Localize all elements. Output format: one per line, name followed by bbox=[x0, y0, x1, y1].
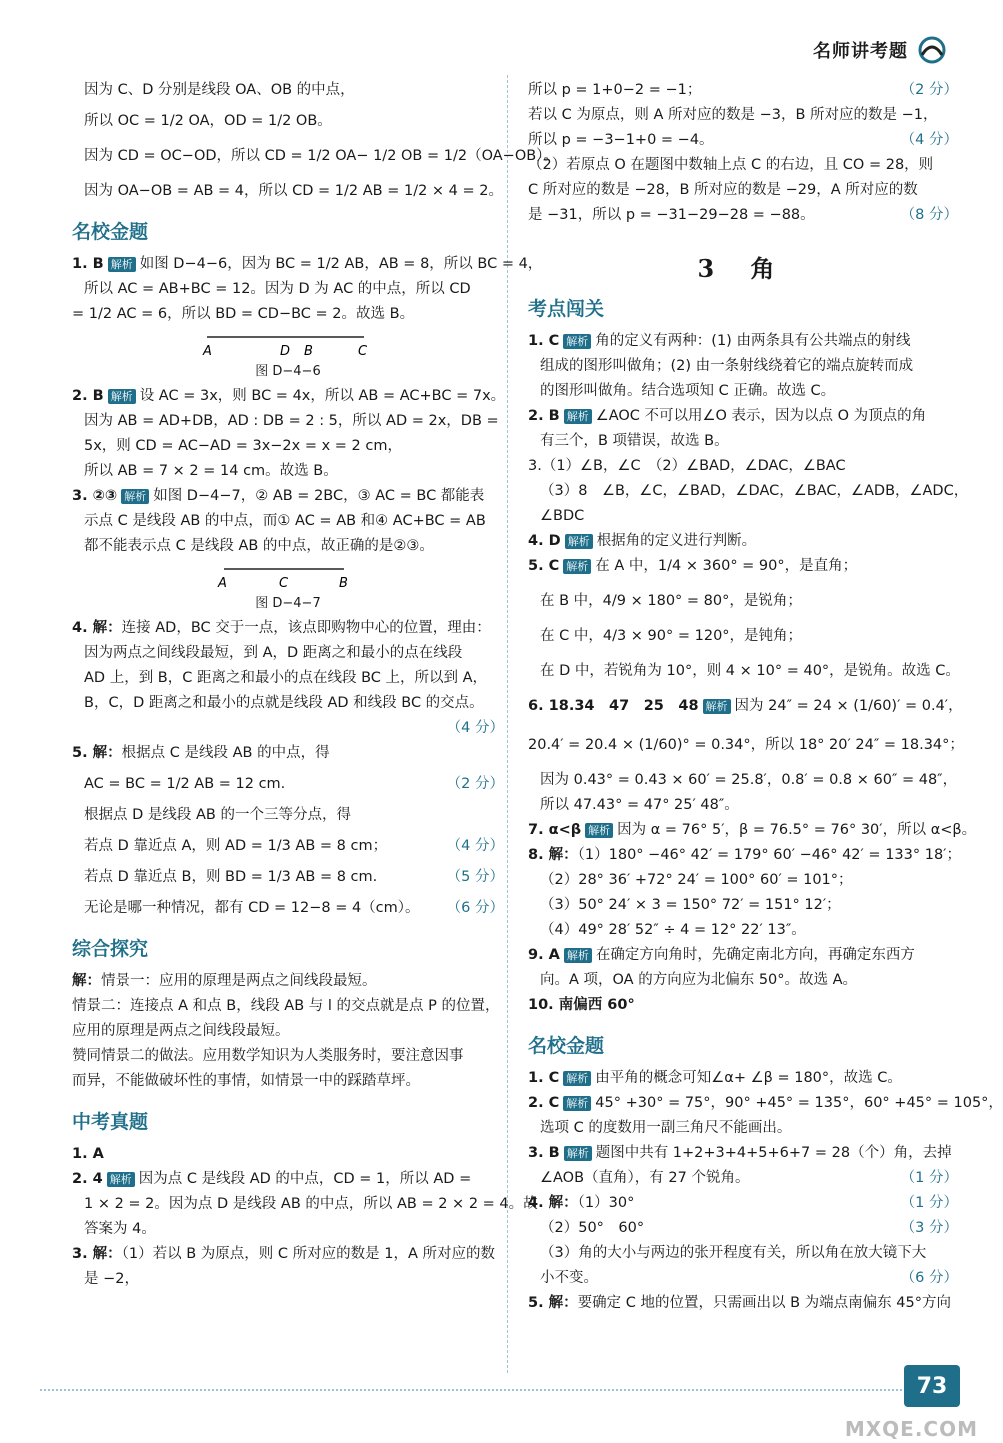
answer-label: 4. 解： bbox=[528, 1195, 578, 1211]
text-line: 因为 AB = AD+DB，AD : DB = 2 : 5，所以 AD = 2x，DB = bbox=[84, 413, 499, 429]
text-line: （1）30° bbox=[577, 1195, 635, 1211]
score-label: （3 分） bbox=[900, 1220, 958, 1236]
page-header bbox=[813, 30, 950, 70]
answer-label: 3. ②③ bbox=[72, 488, 118, 504]
k-q8 bbox=[528, 843, 961, 943]
section-title-zhongkao: 中考真题 bbox=[72, 1111, 149, 1133]
text-line: = 1/2 AC = 6，所以 BD = CD−BC = 2。故选 B。 bbox=[72, 306, 415, 322]
m-q2 bbox=[528, 1091, 1003, 1141]
text-line: 因为 24″ = 24 × (1/60)′ = 0.4′， bbox=[734, 698, 963, 714]
text-line: ∠AOC 不可以用∠O 表示，因为以点 O 为顶点的角 bbox=[595, 408, 927, 424]
answer-label: 解： bbox=[72, 973, 101, 989]
analysis-tag: 解析 bbox=[703, 699, 731, 714]
k-q4 bbox=[528, 529, 958, 554]
text-line: 角的定义有两种：(1) 由两条具有公共端点的射线 bbox=[595, 333, 911, 349]
fig2-label-c: C bbox=[279, 576, 289, 591]
text-line: 20.4′ = 20.4 × (1/60)° = 0.34°，所以 18° 20′ 24″ = 18.34°； bbox=[528, 737, 964, 753]
k-q10 bbox=[528, 993, 958, 1018]
analysis-tag: 解析 bbox=[108, 389, 136, 404]
intro-line: 因为 C、D 分别是线段 OA、OB 的中点， bbox=[84, 82, 355, 98]
score-label: （1 分） bbox=[900, 1195, 958, 1211]
text-line: 向。A 项，OA 的方向应为北偏东 50°。故选 A。 bbox=[540, 972, 858, 988]
fig2-label-a: A bbox=[218, 576, 227, 591]
answer-label: 4. D bbox=[528, 533, 561, 549]
text-line: 如图 D−4−7，② AB = 2BC，③ AC = BC 都能表 bbox=[153, 488, 485, 504]
figure-caption: 图 D−4−6 bbox=[255, 364, 321, 379]
text-line: 有三个，B 项错误，故选 B。 bbox=[540, 433, 729, 449]
zk-q3 bbox=[72, 1242, 504, 1292]
k-q7 bbox=[528, 818, 977, 843]
chapter-title: 3 角 bbox=[697, 254, 789, 283]
answer-label: 1. C bbox=[528, 1070, 560, 1086]
text-line: 若以 C 为原点，则 A 所对应的数是 −3，B 所对应的数是 −1， bbox=[528, 107, 938, 123]
text-line: （2）50° 60° bbox=[540, 1220, 645, 1236]
text-line: ∠BDC bbox=[540, 508, 585, 524]
text-line: 情景一：应用的原理是两点之间线段最短。 bbox=[101, 973, 377, 989]
answer-label: 9. A bbox=[528, 947, 560, 963]
text-line: 组成的图形叫做角；(2) 由一条射线绕着它的端点旋转而成 bbox=[540, 358, 914, 374]
score-label: （1 分） bbox=[900, 1170, 958, 1186]
k-q9 bbox=[528, 943, 958, 993]
k-q3 bbox=[528, 454, 969, 529]
section-title-mingxiao: 名校金题 bbox=[72, 221, 149, 243]
answer-label: 2. B bbox=[72, 388, 104, 404]
answer-label: 6. 18.34 47 25 48 bbox=[528, 698, 699, 714]
fig1-label-c: C bbox=[358, 344, 368, 359]
analysis-tag: 解析 bbox=[563, 559, 591, 574]
text-line: 在 A 中，1/4 × 360° = 90°，是直角； bbox=[595, 558, 858, 574]
answer-label: 1. B bbox=[72, 256, 104, 272]
section-title-zonghe: 综合探究 bbox=[72, 938, 149, 960]
m-q5 bbox=[528, 1291, 958, 1316]
text-line: 示点 C 是线段 AB 的中点，而① AC = AB 和④ AC+BC = AB bbox=[84, 513, 486, 529]
text-line: （1）若以 B 为原点，则 C 所对应的数是 1，A 所对应的数 bbox=[121, 1246, 496, 1262]
score-label: （4 分） bbox=[446, 720, 504, 736]
answer-label: 3. B bbox=[528, 1145, 560, 1161]
answer-label: 3. 解： bbox=[72, 1246, 122, 1262]
text-line: （4）49° 28′ 52″ ÷ 4 = 12° 22′ 13″。 bbox=[540, 922, 806, 938]
text-line: 所以 p = 1+0−2 = −1； bbox=[528, 82, 702, 98]
text-line: 的图形叫做角。结合选项知 C 正确。故选 C。 bbox=[540, 383, 836, 399]
text-line: （2）28° 36′ +72° 24′ = 100° 60′ = 101°； bbox=[540, 872, 853, 888]
text-line: 根据点 C 是线段 AB 的中点，得 bbox=[121, 745, 330, 761]
answer-label: 1. A bbox=[72, 1146, 104, 1162]
text-line: 赞同情景二的做法。应用数学知识为人类服务时，要注意因事 bbox=[72, 1048, 464, 1064]
analysis-tag: 解析 bbox=[563, 334, 591, 349]
figure-d-4-6 bbox=[72, 331, 504, 359]
text-line: 由平角的概念可知∠α+ ∠β = 180°，故选 C。 bbox=[595, 1070, 902, 1086]
text-line: 在 B 中，4/9 × 180° = 80°，是锐角； bbox=[540, 593, 802, 609]
fig1-label-a: A bbox=[203, 344, 212, 359]
watermark: MXQE.COM bbox=[844, 1417, 978, 1441]
text-line: 设 AC = 3x，则 BC = 4x，所以 AB = AC+BC = 7x。 bbox=[139, 388, 506, 404]
answer-label: 1. C bbox=[528, 333, 560, 349]
text-line: 所以 AB = 7 × 2 = 14 cm。故选 B。 bbox=[84, 463, 338, 479]
score-label: （2 分） bbox=[446, 776, 504, 792]
right-column bbox=[528, 78, 1003, 1316]
m-q3 bbox=[528, 1141, 958, 1191]
footer-rule bbox=[40, 1389, 910, 1391]
text-line: 根据角的定义进行判断。 bbox=[596, 533, 757, 549]
k-q2 bbox=[528, 404, 958, 454]
figure-caption: 图 D−4−7 bbox=[255, 596, 321, 611]
text-line: 因为两点之间线段最短，到 A，D 距离之和最小的点在线段 bbox=[84, 645, 463, 661]
k-q6 bbox=[528, 694, 964, 818]
analysis-tag: 解析 bbox=[585, 823, 613, 838]
intro-line: 因为 CD = OC−OD，所以 CD = 1/2 OA− 1/2 OB = 1/2（OA−OB）。 bbox=[84, 148, 558, 164]
section-title-mingxiao-2: 名校金题 bbox=[528, 1035, 605, 1057]
zk-q1 bbox=[72, 1142, 504, 1167]
text-line: 是 −2， bbox=[84, 1271, 139, 1287]
analysis-tag: 解析 bbox=[565, 534, 593, 549]
answer-label: 8. 解： bbox=[528, 847, 578, 863]
k-q5 bbox=[528, 554, 958, 684]
answer-label: 2. C bbox=[528, 1095, 560, 1111]
text-line: 根据点 D 是线段 AB 的一个三等分点，得 bbox=[84, 807, 351, 823]
question-3 bbox=[72, 484, 504, 559]
text-line: 情景二：连接点 A 和点 B，线段 AB 与 l 的交点就是点 P 的位置， bbox=[72, 998, 500, 1014]
page-number: 73 bbox=[904, 1365, 960, 1407]
text-line: 是 −31，所以 p = −31−29−28 = −88。 bbox=[528, 207, 815, 223]
analysis-tag: 解析 bbox=[563, 1071, 591, 1086]
text-line: AD 上，到 B，C 距离之和最小的点在线段 BC 上，所以到 A， bbox=[84, 670, 488, 686]
text-line: 题图中共有 1+2+3+4+5+6+7 = 28（个）角，去掉 bbox=[595, 1145, 952, 1161]
text-line: 小不变。 bbox=[540, 1270, 598, 1286]
answer-label: 2. B bbox=[528, 408, 560, 424]
m-q1 bbox=[528, 1066, 958, 1091]
k-q1 bbox=[528, 329, 958, 404]
text-line: 都不能表示点 C 是线段 AB 的中点，故正确的是②③。 bbox=[84, 538, 434, 554]
section-title-kaodian: 考点闯关 bbox=[528, 298, 605, 320]
text-line: 连接 AD，BC 交于一点，该点即购物中心的位置，理由： bbox=[121, 620, 491, 636]
text-line: B，C，D 距离之和最小的点就是线段 AD 和线段 BC 的交点。 bbox=[84, 695, 484, 711]
answer-label: 5. 解： bbox=[72, 745, 122, 761]
analysis-tag: 解析 bbox=[564, 1146, 592, 1161]
analysis-tag: 解析 bbox=[564, 948, 592, 963]
text-line: 若点 D 靠近点 B，则 BD = 1/3 AB = 8 cm. bbox=[84, 869, 378, 885]
answer-label: 4. 解： bbox=[72, 620, 122, 636]
answer-label: 2. 4 bbox=[72, 1171, 103, 1187]
answer-label: 7. α<β bbox=[528, 822, 582, 838]
question-2 bbox=[72, 384, 504, 484]
text-line: 因为 α = 76° 5′，β = 76.5° = 76° 30′，所以 α<β。 bbox=[617, 822, 977, 838]
intro-line: 所以 OC = 1/2 OA，OD = 1/2 OB。 bbox=[84, 113, 332, 129]
text-line: ∠AOB（直角），有 27 个锐角。 bbox=[540, 1170, 750, 1186]
text-line: 所以 p = −3−1+0 = −4。 bbox=[528, 132, 714, 148]
analysis-tag: 解析 bbox=[108, 257, 136, 272]
text-line: 而异，不能做破坏性的事情，如情景一中的踩踏草坪。 bbox=[72, 1073, 420, 1089]
text-line: 5x，则 CD = AC−AD = 3x−2x = x = 2 cm， bbox=[84, 438, 402, 454]
text-line: 应用的原理是两点之间线段最短。 bbox=[72, 1023, 290, 1039]
answer-label: 10. 南偏西 60° bbox=[528, 997, 635, 1013]
fig1-label-d: D bbox=[280, 344, 291, 359]
score-label: （8 分） bbox=[900, 207, 958, 223]
question-1 bbox=[72, 252, 543, 327]
brand-logo-icon bbox=[914, 35, 950, 65]
question-4 bbox=[72, 616, 504, 741]
score-label: （4 分） bbox=[900, 132, 958, 148]
text-line: 所以 47.43° = 47° 25′ 48″。 bbox=[540, 797, 739, 813]
analysis-tag: 解析 bbox=[107, 1172, 135, 1187]
question-5 bbox=[72, 741, 504, 921]
text-line: 选项 C 的度数用一副三角尺不能画出。 bbox=[540, 1120, 792, 1136]
answer-label: 5. 解： bbox=[528, 1295, 578, 1311]
answer-label: 5. C bbox=[528, 558, 560, 574]
analysis-tag: 解析 bbox=[564, 409, 592, 424]
score-label: （6 分） bbox=[900, 1270, 958, 1286]
score-label: （6 分） bbox=[446, 900, 504, 916]
text-line: 要确定 C 地的位置，只需画出以 B 为端点南偏东 45°方向 bbox=[577, 1295, 951, 1311]
explore-block bbox=[72, 969, 504, 1094]
text-line: 在确定方向角时，先确定南北方向，再确定东西方 bbox=[595, 947, 915, 963]
text-line: （3）角的大小与两边的张开程度有关，所以角在放大镜下大 bbox=[540, 1245, 927, 1261]
score-label: （5 分） bbox=[446, 869, 504, 885]
text-line: C 所对应的数是 −28，B 所对应的数是 −29，A 所对应的数 bbox=[528, 182, 918, 198]
text-line: 在 D 中，若锐角为 10°，则 4 × 10° = 40°，是锐角。故选 C。 bbox=[540, 663, 960, 679]
score-label: （4 分） bbox=[446, 838, 504, 854]
text-line: （3）50° 24′ × 3 = 150° 72′ = 151° 12′； bbox=[540, 897, 841, 913]
text-line: 答案为 4。 bbox=[84, 1221, 156, 1237]
text-line: （2）若原点 O 在题图中数轴上点 C 的右边，且 CO = 28，则 bbox=[528, 157, 934, 173]
text-line: 所以 AC = AB+BC = 12。因为 D 为 AC 的中点，所以 CD bbox=[84, 281, 471, 297]
text-line: 3.（1）∠B，∠C （2）∠BAD，∠DAC，∠BAC bbox=[528, 458, 846, 474]
text-line: （1）180° −46° 42′ = 179° 60′ −46° 42′ = 133° 18′； bbox=[577, 847, 961, 863]
text-line: 如图 D−4−6，因为 BC = 1/2 AB，AB = 8，所以 BC = 4， bbox=[139, 256, 543, 272]
text-line: AC = BC = 1/2 AB = 12 cm. bbox=[84, 776, 286, 792]
text-line: 45° +30° = 75°，90° +45° = 135°，60° +45° = 105°， bbox=[595, 1095, 1003, 1111]
text-line: 在 C 中，4/3 × 90° = 120°，是钝角； bbox=[540, 628, 803, 644]
text-line: （3）8 ∠B，∠C，∠BAD，∠DAC，∠BAC，∠ADB，∠ADC， bbox=[540, 483, 969, 499]
fig2-label-b: B bbox=[339, 576, 348, 591]
fig1-label-b: B bbox=[304, 344, 313, 359]
intro-line: 因为 OA−OB = AB = 4，所以 CD = 1/2 AB = 1/2 × 4 = 2。 bbox=[84, 183, 503, 199]
figure-d-4-7 bbox=[72, 563, 504, 591]
analysis-tag: 解析 bbox=[121, 489, 149, 504]
score-label: （2 分） bbox=[900, 82, 958, 98]
zk-q2 bbox=[72, 1167, 538, 1242]
text-line: 无论是哪一种情况，都有 CD = 12−8 = 4（cm）。 bbox=[84, 900, 420, 916]
text-line: 因为点 C 是线段 AD 的中点，CD = 1，所以 AD = bbox=[138, 1171, 472, 1187]
text-line: 1 × 2 = 2。因为点 D 是线段 AB 的中点，所以 AB = 2 × 2 = 4。故 bbox=[84, 1196, 538, 1212]
analysis-tag: 解析 bbox=[563, 1096, 591, 1111]
header-title: 名师讲考题 bbox=[813, 41, 908, 62]
m-q4 bbox=[528, 1191, 958, 1291]
text-line: 因为 0.43° = 0.43 × 60′ = 25.8′，0.8′ = 0.8 × 60″ = 48″， bbox=[540, 772, 958, 788]
text-line: 若点 D 靠近点 A，则 AD = 1/3 AB = 8 cm； bbox=[84, 838, 388, 854]
